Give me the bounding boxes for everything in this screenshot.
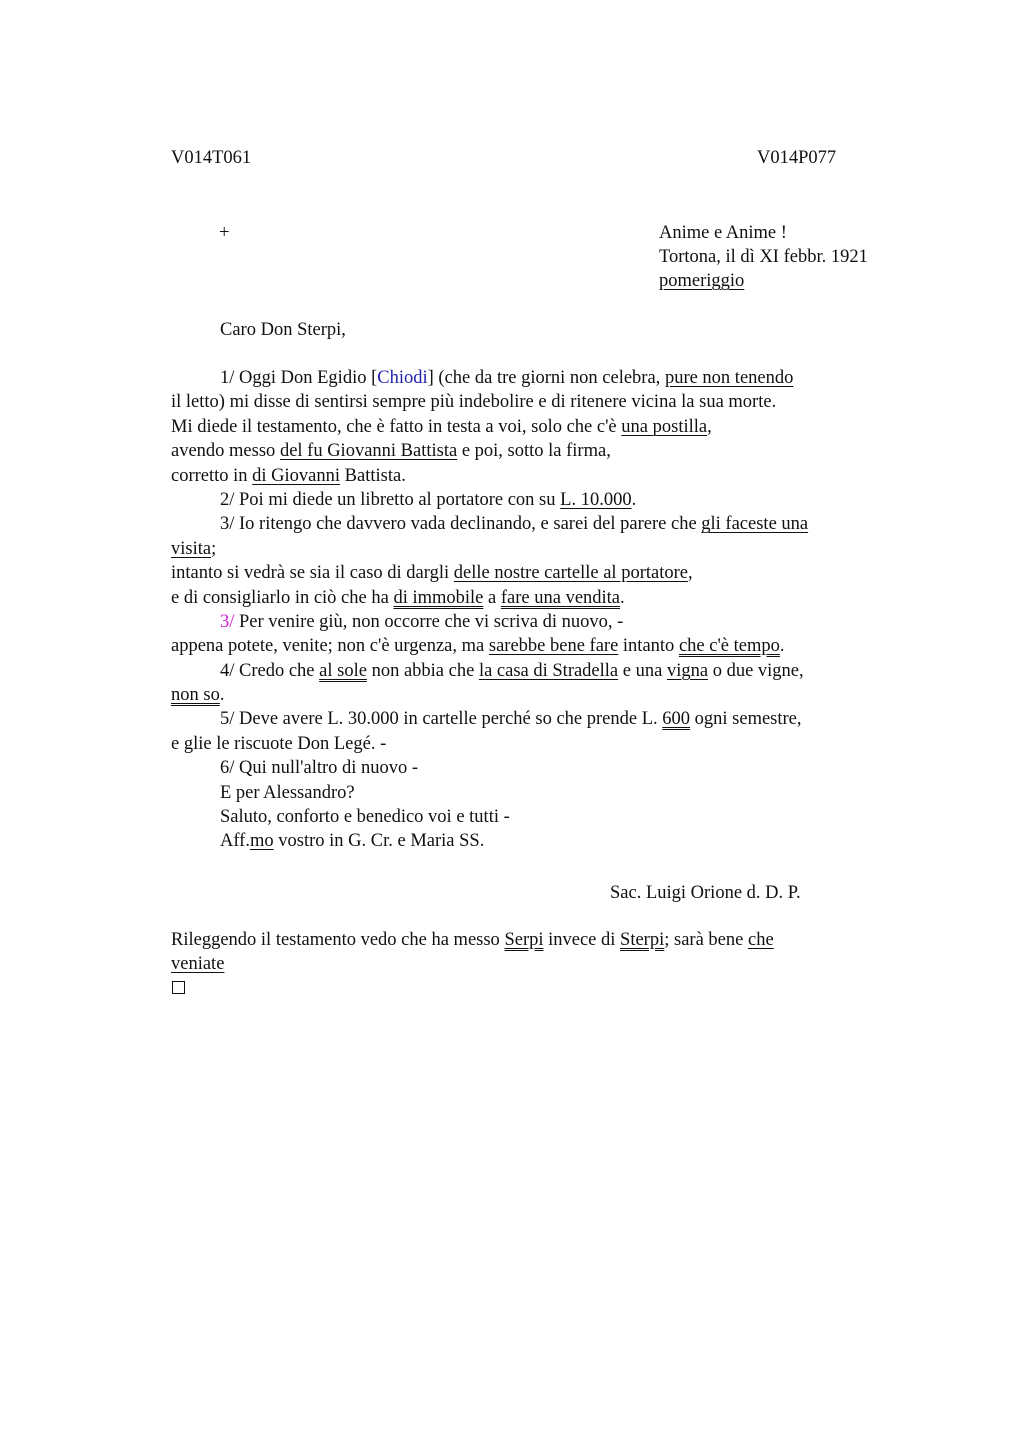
text: appena potete, venite; non c'è urgenza, ma xyxy=(171,636,489,657)
text: corretto in xyxy=(171,465,253,486)
double-underlined-text: Serpi xyxy=(504,930,544,950)
underlined-text: di Giovanni xyxy=(252,465,341,486)
text: . xyxy=(620,587,625,608)
postscript-line-1 xyxy=(171,928,891,952)
underlined-text: delle nostre cartelle al portatore xyxy=(453,563,688,584)
underlined-text: mo xyxy=(249,831,274,852)
text: ; sarà bene xyxy=(664,930,748,950)
double-underlined-text: non so xyxy=(171,685,220,706)
double-underlined-text: al sole xyxy=(319,660,367,681)
text: 3/ Io ritengo che davvero vada declinando, e sarei del parere che xyxy=(220,514,702,535)
body-line-5 xyxy=(171,464,891,488)
underlined-text: pure non tenendo xyxy=(664,368,794,388)
text: . xyxy=(219,685,225,706)
body-line-7 xyxy=(171,512,891,536)
heading-motto: Anime e Anime ! xyxy=(659,223,787,243)
body-line-13 xyxy=(171,659,891,683)
text: Rileggendo il testamento vedo che ha messo xyxy=(171,930,505,950)
body-line-14 xyxy=(171,683,891,707)
box-icon xyxy=(172,981,185,994)
double-underlined-text: di immobile xyxy=(393,587,484,608)
text: Battista. xyxy=(340,465,406,486)
double-underlined-text: che c'è tempo xyxy=(678,636,780,657)
postscript xyxy=(171,928,891,977)
body-line-10 xyxy=(171,586,891,610)
text: , xyxy=(687,563,693,584)
text: 4/ Credo che xyxy=(220,660,320,681)
body-line-3 xyxy=(171,415,891,439)
body-line-18: E per Alessandro? xyxy=(220,782,355,803)
text: 5/ Deve avere L. 30.000 in cartelle perché so che prende L. xyxy=(220,709,663,730)
double-underlined-text: fare una vendita xyxy=(500,587,621,608)
text: Per venire giù, non occorre che vi scriva di nuovo, - xyxy=(234,611,624,632)
body-line-15 xyxy=(171,707,891,731)
underlined-text: la casa di Stradella xyxy=(478,660,619,681)
heading-place-date: Tortona, il dì XI febbr. 1921 xyxy=(659,247,868,267)
body-line-16: e glie le riscuote Don Legé. - xyxy=(171,733,387,754)
letter-body xyxy=(171,366,891,854)
underlined-text: gli faceste una xyxy=(701,514,809,535)
text: 2/ Poi mi diede un libretto al portatore con su xyxy=(220,489,561,510)
text: vostro in G. Cr. e Maria SS. xyxy=(273,831,485,852)
underlined-text: sarebbe bene fare xyxy=(488,636,619,657)
body-line-4 xyxy=(171,439,891,463)
text: e poi, sotto la firma, xyxy=(457,441,611,462)
text: intanto xyxy=(618,636,679,657)
underlined-text: L. 10.000 xyxy=(560,489,632,510)
underlined-text: visita xyxy=(171,538,212,559)
underlined-text: del fu Giovanni Battista xyxy=(279,441,458,462)
underlined-text: vigna xyxy=(666,660,709,681)
text: ] (che da tre giorni non celebra, xyxy=(427,368,665,388)
double-underlined-text: 600 xyxy=(662,709,691,730)
body-line-6 xyxy=(171,488,891,512)
body-line-11 xyxy=(171,610,891,634)
body-line-9 xyxy=(171,561,891,585)
body-line-20 xyxy=(171,829,891,853)
cross-mark: + xyxy=(219,223,230,243)
body-line-17: 6/ Qui null'altro di nuovo - xyxy=(220,758,419,779)
text: ogni semestre, xyxy=(690,709,802,730)
text: non abbia che xyxy=(366,660,479,681)
heading-time: pomeriggio xyxy=(659,271,745,291)
text: ; xyxy=(211,538,217,559)
underlined-text: veniate xyxy=(171,954,225,975)
salutation: Caro Don Sterpi, xyxy=(220,320,346,340)
editor-number: 3/ xyxy=(220,611,235,632)
postscript-line-2 xyxy=(171,952,891,976)
underlined-text: che xyxy=(747,930,774,950)
text: Aff. xyxy=(220,831,250,852)
text: . xyxy=(779,636,785,657)
body-line-12 xyxy=(171,634,891,658)
document-code-left: V014T061 xyxy=(171,148,252,168)
body-line-8 xyxy=(171,537,891,561)
body-line-19: Saluto, conforto e benedico voi e tutti - xyxy=(220,807,510,828)
double-underlined-text: Sterpi xyxy=(620,930,665,950)
text: invece di xyxy=(543,930,621,950)
text: Mi diede il testamento, che è fatto in testa a voi, solo che c'è xyxy=(171,416,622,437)
body-line-2: il letto) mi disse di sentirsi sempre più indebolire e di ritenere vicina la sua morte. xyxy=(171,392,777,413)
text: 1/ Oggi Don Egidio [ xyxy=(220,368,378,388)
text: . xyxy=(631,489,637,510)
signature: Sac. Luigi Orione d. D. P. xyxy=(610,883,801,903)
document-code-right: V014P077 xyxy=(757,148,837,168)
text: e di consigliarlo in ciò che ha xyxy=(171,587,394,608)
text: e una xyxy=(618,660,667,681)
text: avendo messo xyxy=(171,441,280,462)
text: intanto si vedrà se sia il caso di dargli xyxy=(171,563,454,584)
text: , xyxy=(707,416,712,437)
text: a xyxy=(483,587,501,608)
text: o due vigne, xyxy=(708,660,804,681)
body-line-1 xyxy=(171,366,891,390)
underlined-text: una postilla xyxy=(621,416,708,437)
editor-note: Chiodi xyxy=(377,368,428,388)
